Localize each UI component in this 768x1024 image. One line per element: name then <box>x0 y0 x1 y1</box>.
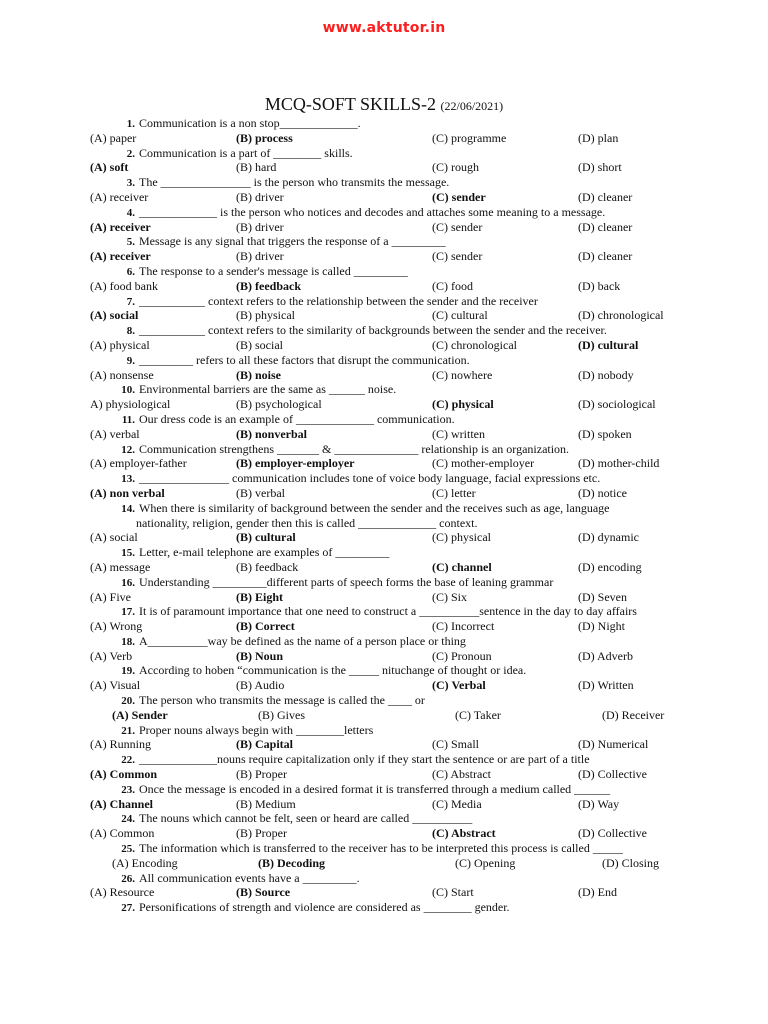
options-row <box>0 338 768 353</box>
options-row <box>0 826 768 841</box>
answer-option: (C) Incorrect <box>432 619 495 634</box>
question-number: 20. <box>121 695 135 708</box>
question-number: 23. <box>121 783 135 796</box>
answer-option: (A) paper <box>90 130 137 145</box>
options-row <box>0 131 768 146</box>
question-stem <box>0 723 768 738</box>
options-row <box>0 427 768 442</box>
answer-option: (D) chronological <box>578 308 664 323</box>
answer-option: (A) Verb <box>90 648 133 663</box>
options-row <box>0 678 768 693</box>
options-row <box>0 249 768 264</box>
question-stem <box>0 205 768 220</box>
question-stem <box>0 693 768 708</box>
answer-option: (B) Proper <box>236 826 287 841</box>
question-text: Communication strengthens _______ & ______________ relationship is an organization. <box>139 441 570 456</box>
question-number: 14. <box>121 502 135 515</box>
answer-option-correct: (B) Correct <box>236 619 295 634</box>
question-stem <box>0 900 768 915</box>
answer-option: (D) Seven <box>578 589 627 604</box>
question-text: Message is any signal that triggers the response of a _________ <box>139 234 446 249</box>
answer-option-correct: (C) Abstract <box>432 826 496 841</box>
options-row <box>0 590 768 605</box>
question-stem <box>0 412 768 427</box>
answer-option: (C) Start <box>432 885 474 900</box>
question-list <box>0 116 768 915</box>
question-stem <box>0 782 768 797</box>
answer-option: (A) verbal <box>90 426 140 441</box>
answer-option: (D) Adverb <box>578 648 633 663</box>
question-number: 7. <box>126 295 135 308</box>
question-number: 24. <box>121 813 135 826</box>
question-text: _____________ is the person who notices and decodes and attaches some meaning to a message. <box>139 204 606 219</box>
answer-option: (D) Night <box>578 619 625 634</box>
question-number: 25. <box>121 843 135 856</box>
question-stem <box>0 545 768 560</box>
options-row <box>0 649 768 664</box>
question-text: Understanding _________different parts of speech forms the base of leaning grammar <box>139 574 554 589</box>
answer-option: (A) Common <box>90 826 155 841</box>
question-text: It is of paramount importance that one need to construct a __________sentence in the day to day affairs <box>139 604 637 619</box>
answer-option-correct: (B) noise <box>236 367 281 382</box>
answer-option-correct: (B) cultural <box>236 530 296 545</box>
question-number: 15. <box>121 547 135 560</box>
question-number: 11. <box>121 413 135 426</box>
options-row <box>0 160 768 175</box>
options-row <box>0 279 768 294</box>
answer-option-correct: (A) Sender <box>112 707 168 722</box>
answer-option: (B) Medium <box>236 796 296 811</box>
options-row <box>0 308 768 323</box>
answer-option: (C) Taker <box>455 707 501 722</box>
answer-option: (C) programme <box>432 130 507 145</box>
answer-option: (B) driver <box>236 189 284 204</box>
answer-option: (B) verbal <box>236 485 285 500</box>
answer-option: (B) psychological <box>236 397 322 412</box>
answer-option: (C) letter <box>432 485 476 500</box>
site-header: www.aktutor.in <box>322 20 446 36</box>
question-stem <box>0 811 768 826</box>
answer-option: (D) Way <box>578 796 620 811</box>
options-row <box>0 486 768 501</box>
question-number: 22. <box>121 754 135 767</box>
answer-option: (C) chronological <box>432 337 517 352</box>
answer-option: (C) mother-employer <box>432 456 535 471</box>
answer-option: (D) Closing <box>602 855 659 870</box>
options-row <box>0 456 768 471</box>
options-row <box>0 560 768 575</box>
question-number: 18. <box>121 635 135 648</box>
answer-option-correct: (B) nonverbal <box>236 426 308 441</box>
question-stem <box>0 841 768 856</box>
answer-option: (C) Pronoun <box>432 648 492 663</box>
question-stem <box>0 175 768 190</box>
question-number: 9. <box>126 354 135 367</box>
question-text: _____________nouns require capitalization only if they start the sentence or are part of a title <box>139 752 590 767</box>
question-stem <box>0 264 768 279</box>
answer-option-correct: (C) Verbal <box>432 678 486 693</box>
answer-option: (D) back <box>578 278 621 293</box>
options-row <box>0 708 768 723</box>
question-text: The person who transmits the message is called the ____ or <box>139 693 425 708</box>
question-stem <box>0 234 768 249</box>
answer-option: (B) hard <box>236 160 277 175</box>
answer-option: (D) dynamic <box>578 530 639 545</box>
answer-option: (A) message <box>90 559 151 574</box>
answer-option-correct: (B) Decoding <box>258 855 325 870</box>
question-number: 3. <box>126 177 135 190</box>
answer-option: (D) Collective <box>578 767 647 782</box>
question-text: Letter, e-mail telephone are examples of _________ <box>139 545 390 560</box>
answer-option: (A) Five <box>90 589 131 604</box>
question-number: 2. <box>126 147 135 160</box>
question-text-continued: nationality, religion, gender then this is called _____________ context. <box>136 515 478 530</box>
question-stem <box>0 634 768 649</box>
answer-option: (D) plan <box>578 130 619 145</box>
answer-option: (C) sender <box>432 219 483 234</box>
answer-option: (A) social <box>90 530 138 545</box>
answer-option: (B) Gives <box>258 707 305 722</box>
question-stem <box>0 501 768 516</box>
answer-option-correct: (A) soft <box>90 160 129 175</box>
options-row <box>0 368 768 383</box>
answer-option: (D) cleaner <box>578 219 633 234</box>
answer-option: (B) Proper <box>236 767 287 782</box>
answer-option: (A) employer-father <box>90 456 187 471</box>
options-row <box>0 190 768 205</box>
answer-option-correct: (C) channel <box>432 559 492 574</box>
answer-option-correct: (B) Source <box>236 885 291 900</box>
answer-option: (D) sociological <box>578 397 656 412</box>
answer-option: (C) Six <box>432 589 468 604</box>
answer-option-correct: (B) Eight <box>236 589 284 604</box>
question-number: 27. <box>121 902 135 915</box>
answer-option-correct: (C) sender <box>432 189 486 204</box>
answer-option: (A) receiver <box>90 189 149 204</box>
answer-option: (C) rough <box>432 160 479 175</box>
answer-option-correct: (A) receiver <box>90 249 151 264</box>
answer-option-correct: (C) physical <box>432 397 494 412</box>
answer-option: (C) food <box>432 278 473 293</box>
answer-option: (B) physical <box>236 308 295 323</box>
question-text: Communication is a part of ________ skills. <box>139 145 353 160</box>
answer-option: (D) Written <box>578 678 634 693</box>
answer-option-correct: (A) Common <box>90 767 157 782</box>
question-text: All communication events have a _________. <box>139 870 360 885</box>
question-text: _______________ communication includes tone of voice body language, facial expressions etc. <box>139 471 601 486</box>
question-text: The information which is transferred to the receiver has to be interpreted this process is called _____ <box>139 841 623 856</box>
question-text: When there is similarity of background between the sender and the receives such as age, language <box>139 500 610 515</box>
answer-option: (A) physical <box>90 337 150 352</box>
question-text: Personifications of strength and violence are considered as ________ gender. <box>139 900 510 915</box>
question-text: Environmental barriers are the same as ______ noise. <box>139 382 397 397</box>
question-number: 4. <box>126 206 135 219</box>
question-text: Proper nouns always begin with ________letters <box>139 722 374 737</box>
question-number: 8. <box>126 325 135 338</box>
question-stem <box>0 604 768 619</box>
question-text: Communication is a non stop_____________. <box>139 116 361 130</box>
options-row <box>0 885 768 900</box>
question-text: ___________ context refers to the relationship between the sender and the receiver <box>139 293 538 308</box>
question-number: 10. <box>121 384 135 397</box>
answer-option: (A) Visual <box>90 678 141 693</box>
answer-option: (D) Receiver <box>602 707 665 722</box>
answer-option: (C) cultural <box>432 308 488 323</box>
answer-option-correct: (B) Capital <box>236 737 293 752</box>
answer-option: (C) nowhere <box>432 367 493 382</box>
answer-option-correct: (A) receiver <box>90 219 151 234</box>
answer-option: A) physiological <box>90 397 171 412</box>
question-stem <box>0 116 768 131</box>
question-stem <box>0 471 768 486</box>
answer-option: (D) notice <box>578 485 627 500</box>
answer-option: (B) social <box>236 337 283 352</box>
answer-option-correct: (B) feedback <box>236 278 301 293</box>
answer-option: (D) cleaner <box>578 249 633 264</box>
answer-option: (A) food bank <box>90 278 158 293</box>
question-text: _________ refers to all these factors that disrupt the communication. <box>139 352 470 367</box>
answer-option: (C) written <box>432 426 485 441</box>
options-row <box>0 856 768 871</box>
answer-option-correct: (B) Noun <box>236 648 284 663</box>
answer-option-correct: (A) Channel <box>90 796 154 811</box>
answer-option: (C) Small <box>432 737 479 752</box>
page-title <box>0 94 768 115</box>
question-text: A__________way be defined as the name of a person place or thing <box>139 633 466 648</box>
question-text: According to hoben “communication is the _____ nituchange of thought or idea. <box>139 663 527 678</box>
answer-option: (B) feedback <box>236 559 299 574</box>
question-stem <box>0 382 768 397</box>
options-row <box>0 619 768 634</box>
answer-option: (D) encoding <box>578 559 642 574</box>
answer-option: (A) nonsense <box>90 367 154 382</box>
answer-option: (D) cleaner <box>578 189 633 204</box>
answer-option: (A) Wrong <box>90 619 143 634</box>
answer-option: (D) mother-child <box>578 456 660 471</box>
question-text: The _______________ is the person who transmits the message. <box>139 175 450 190</box>
options-row <box>0 530 768 545</box>
question-number: 17. <box>121 606 135 619</box>
question-number: 6. <box>126 265 135 278</box>
answer-option-correct: (B) employer-employer <box>236 456 355 471</box>
question-stem <box>0 663 768 678</box>
options-row <box>0 220 768 235</box>
answer-option: (D) nobody <box>578 367 634 382</box>
question-number: 19. <box>121 665 135 678</box>
question-text: The nouns which cannot be felt, seen or heard are called __________ <box>139 811 473 826</box>
options-row <box>0 397 768 412</box>
title-text: MCQ-SOFT SKILLS-2 <box>264 94 437 114</box>
answer-option: (D) Numerical <box>578 737 649 752</box>
question-text: Once the message is encoded in a desired format it is transferred through a medium called ______ <box>139 781 611 796</box>
question-stem <box>0 871 768 886</box>
question-number: 12. <box>121 443 135 456</box>
answer-option: (D) End <box>578 885 617 900</box>
answer-option: (D) short <box>578 160 622 175</box>
question-number: 21. <box>121 724 135 737</box>
question-stem <box>0 575 768 590</box>
answer-option: (C) Media <box>432 796 482 811</box>
question-text: Our dress code is an example of _____________ communication. <box>139 411 455 426</box>
question-number: 16. <box>121 576 135 589</box>
question-stem <box>0 294 768 309</box>
question-number: 1. <box>126 118 135 130</box>
question-number: 5. <box>126 236 135 249</box>
title-date: (22/06/2021) <box>440 99 504 113</box>
answer-option: (C) sender <box>432 249 483 264</box>
answer-option-correct: (A) social <box>90 308 139 323</box>
question-number: 13. <box>121 473 135 486</box>
answer-option: (C) Opening <box>455 855 516 870</box>
answer-option: (C) physical <box>432 530 491 545</box>
options-row <box>0 767 768 782</box>
answer-option-correct: (A) non verbal <box>90 485 165 500</box>
answer-option: (A) Running <box>90 737 151 752</box>
answer-option: (B) driver <box>236 249 284 264</box>
question-stem <box>0 353 768 368</box>
options-row <box>0 797 768 812</box>
question-number: 26. <box>121 872 135 885</box>
answer-option: (D) Collective <box>578 826 647 841</box>
answer-option: (C) Abstract <box>432 767 491 782</box>
answer-option: (B) driver <box>236 219 284 234</box>
answer-option: (A) Resource <box>90 885 155 900</box>
question-text: ___________ context refers to the similarity of backgrounds between the sender and the receiver. <box>139 323 607 338</box>
answer-option: (B) Audio <box>236 678 285 693</box>
answer-option-correct: (D) cultural <box>578 337 639 352</box>
answer-option: (A) Encoding <box>112 855 178 870</box>
question-stem <box>0 146 768 161</box>
question-stem <box>0 442 768 457</box>
question-stem <box>0 323 768 338</box>
answer-option-correct: (B) process <box>236 130 293 145</box>
answer-option: (D) spoken <box>578 426 632 441</box>
question-text: The response to a sender's message is called _________ <box>139 263 408 278</box>
question-stem <box>0 752 768 767</box>
options-row <box>0 737 768 752</box>
